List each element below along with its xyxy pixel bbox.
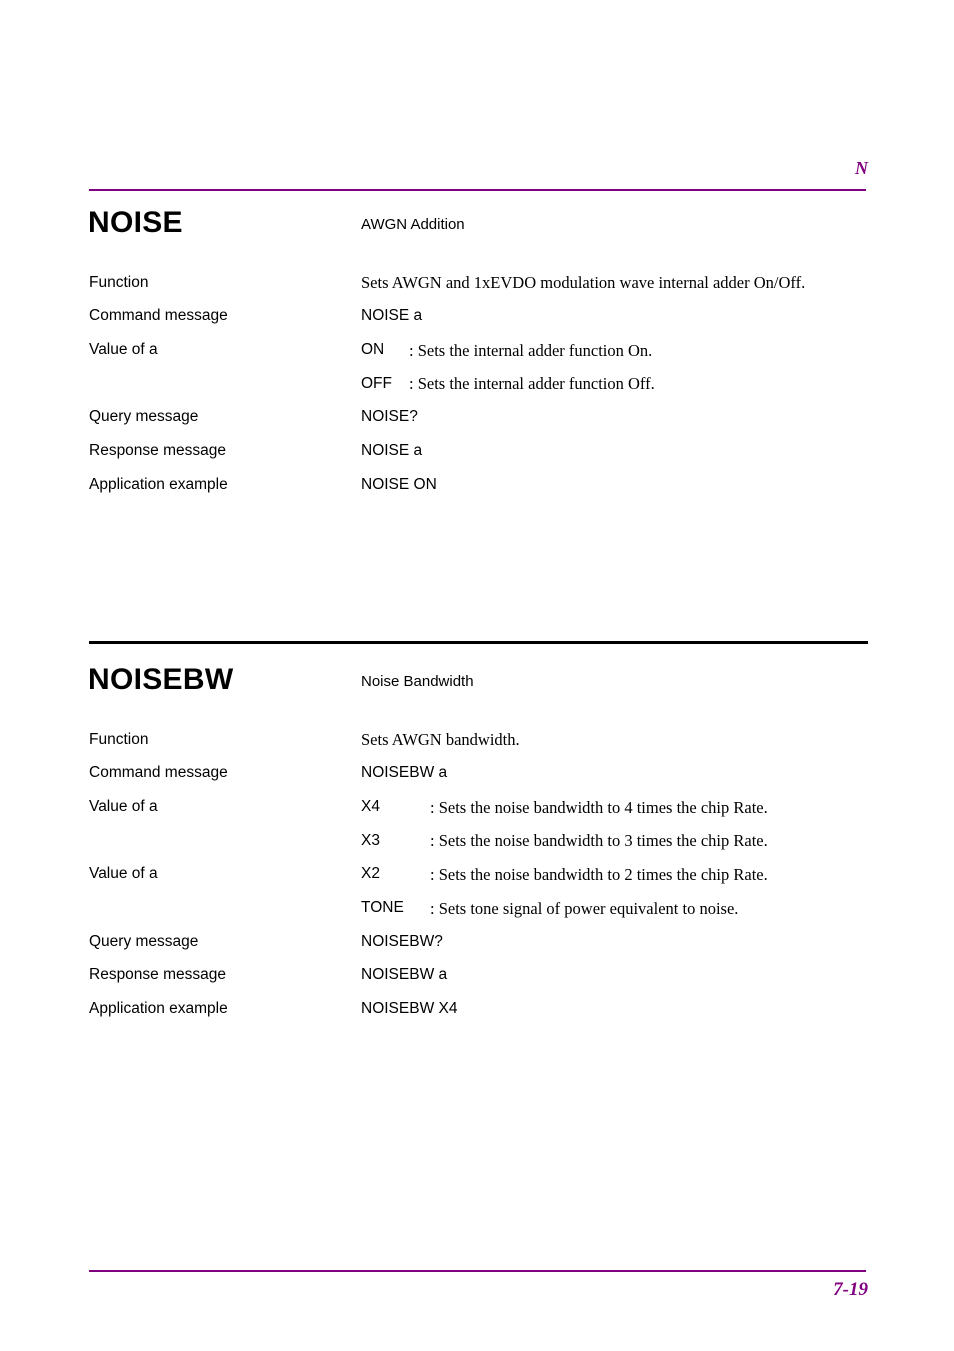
noise-example-label: Application example (89, 476, 228, 493)
noise-subtitle: AWGN Addition (361, 216, 465, 233)
noisebw-value-desc-x3: : Sets the noise bandwidth to 3 times the chip Rate. (430, 831, 768, 850)
noise-response-value: NOISE a (361, 442, 423, 459)
noisebw-function-text: Sets AWGN bandwidth. (361, 730, 520, 749)
noisebw-value-desc-tone: : Sets tone signal of power equivalent to noise. (430, 899, 739, 918)
noise-title: NOISE (88, 206, 183, 239)
noisebw-value-code-x4: X4 (361, 798, 380, 815)
noise-value-desc-on: : Sets the internal adder function On. (409, 341, 653, 360)
header-rule (89, 189, 866, 191)
noisebw-command-value: NOISEBW a (361, 764, 448, 781)
noisebw-query-value: NOISEBW? (361, 933, 443, 950)
noisebw-title: NOISEBW (88, 663, 234, 696)
section-divider (89, 641, 868, 644)
noisebw-value-code-x2: X2 (361, 865, 380, 882)
noise-function-text: Sets AWGN and 1xEVDO modulation wave internal adder On/Off. (361, 273, 806, 292)
noise-query-value: NOISE? (361, 408, 418, 425)
noise-command-label: Command message (89, 307, 228, 324)
noise-value-desc-off: : Sets the internal adder function Off. (409, 374, 655, 393)
noisebw-query-label: Query message (89, 933, 199, 950)
section-letter: N (855, 158, 868, 178)
noise-value-code-on: ON (361, 341, 385, 358)
noise-value-label: Value of a (89, 341, 158, 358)
noise-response-label: Response message (89, 442, 226, 459)
noise-query-label: Query message (89, 408, 199, 425)
noisebw-subtitle: Noise Bandwidth (361, 673, 474, 690)
noisebw-example-label: Application example (89, 1000, 228, 1017)
noisebw-value-code-x3: X3 (361, 832, 380, 849)
noisebw-example-value: NOISEBW X4 (361, 1000, 458, 1017)
noisebw-value-label-1: Value of a (89, 798, 158, 815)
noise-function-label: Function (89, 274, 149, 291)
noisebw-value-code-tone: TONE (361, 899, 404, 916)
noisebw-response-label: Response message (89, 966, 226, 983)
page-number: 7-19 (833, 1279, 868, 1300)
noise-value-code-off: OFF (361, 375, 392, 392)
footer-rule (89, 1270, 866, 1272)
noisebw-value-desc-x4: : Sets the noise bandwidth to 4 times the chip Rate. (430, 798, 768, 817)
noise-example-value: NOISE ON (361, 476, 437, 493)
noisebw-value-desc-x2: : Sets the noise bandwidth to 2 times the chip Rate. (430, 865, 768, 884)
noisebw-function-label: Function (89, 731, 149, 748)
noise-command-value: NOISE a (361, 307, 423, 324)
noisebw-response-value: NOISEBW a (361, 966, 448, 983)
noisebw-command-label: Command message (89, 764, 228, 781)
noisebw-value-label-2: Value of a (89, 865, 158, 882)
